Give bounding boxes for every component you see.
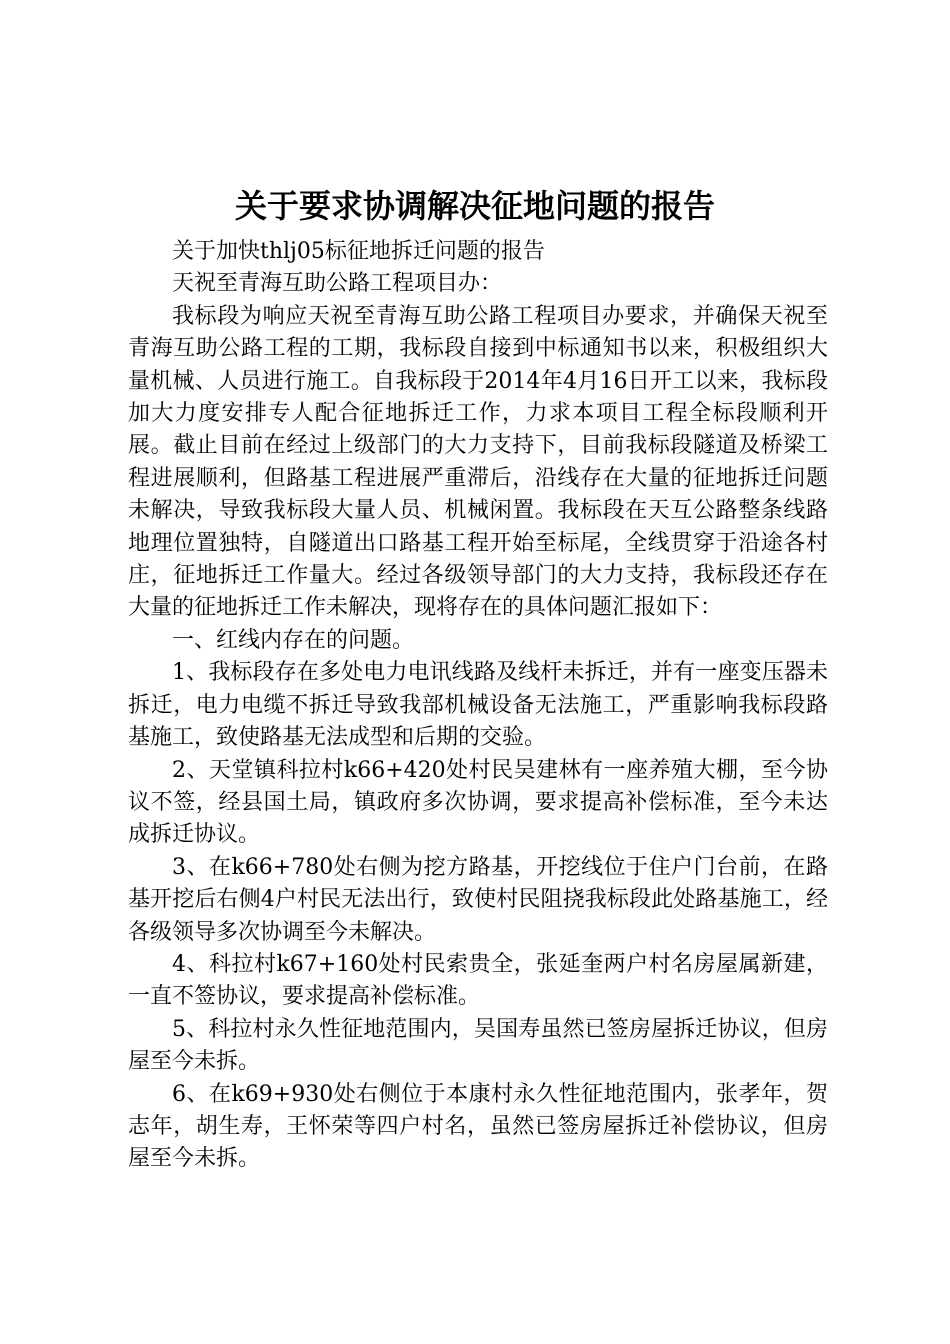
intro-paragraph: 我标段为响应天祝至青海互助公路工程项目办要求，并确保天祝至青海互助公路工程的工期，我标段自接到中标通知书以来，积极组织大量机械、人员进行施工。自我标段于2014年4月16日开工以来，我标段加大力度安排专人配合征地拆迁工作，力求本项目工程全标段顺利开展。截止目前在经过上级部门的大力支持下，目前我标段隧道及桥梁工程进展顺利，但路基工程进展严重滞后，沿线存在大量的征地拆迁问题未解决，导致我标段大量人员、机械闲置。我标段在天互公路整条线路地理位置独特，自隧道出口路基工程开始至标尾，全线贯穿于沿途各村庄，征地拆迁工作量大。经过各级领导部门的大力支持，我标段还存在大量的征地拆迁工作未解决，现将存在的具体问题汇报如下： (128, 303, 828, 621)
document-addressee: 天祝至青海互助公路工程项目办： (172, 271, 503, 297)
issue-item-1: 1、我标段存在多处电力电讯线路及线杆未拆迁，并有一座变压器未拆迁，电力电缆不拆迁导致我部机械设备无法施工，严重影响我标段路基施工，致使路基无法成型和后期的交验。 (128, 660, 828, 751)
section-heading: 一、红线内存在的问题。 (172, 627, 415, 653)
issue-item-2: 2、天堂镇科拉村k66+420处村民吴建林有一座养殖大棚，至今协议不签，经县国土局，镇政府多次协调，要求提高补偿标准，至今未达成拆迁协议。 (128, 757, 828, 848)
document-body (128, 236, 828, 1176)
issue-item-6: 6、在k69+930处右侧位于本康村永久性征地范围内，张孝年，贺志年，胡生寿，王怀荣等四户村名，虽然已签房屋拆迁补偿协议，但房屋至今未拆。 (128, 1081, 828, 1172)
document-subtitle: 关于加快thlj05标征地拆迁问题的报告 (172, 239, 545, 264)
issue-item-3: 3、在k66+780处右侧为挖方路基，开挖线位于住户门台前，在路基开挖后右侧4户村民无法出行，致使村民阻挠我标段此处路基施工，经各级领导多次协调至今未解决。 (128, 854, 828, 945)
issue-item-5: 5、科拉村永久性征地范围内，吴国寿虽然已签房屋拆迁协议，但房屋至今未拆。 (128, 1016, 828, 1075)
issue-item-4: 4、科拉村k67+160处村民索贵全，张延奎两户村名房屋属新建，一直不签协议，要求提高补偿标准。 (128, 951, 828, 1010)
document-title: 关于要求协调解决征地问题的报告 (234, 187, 715, 225)
